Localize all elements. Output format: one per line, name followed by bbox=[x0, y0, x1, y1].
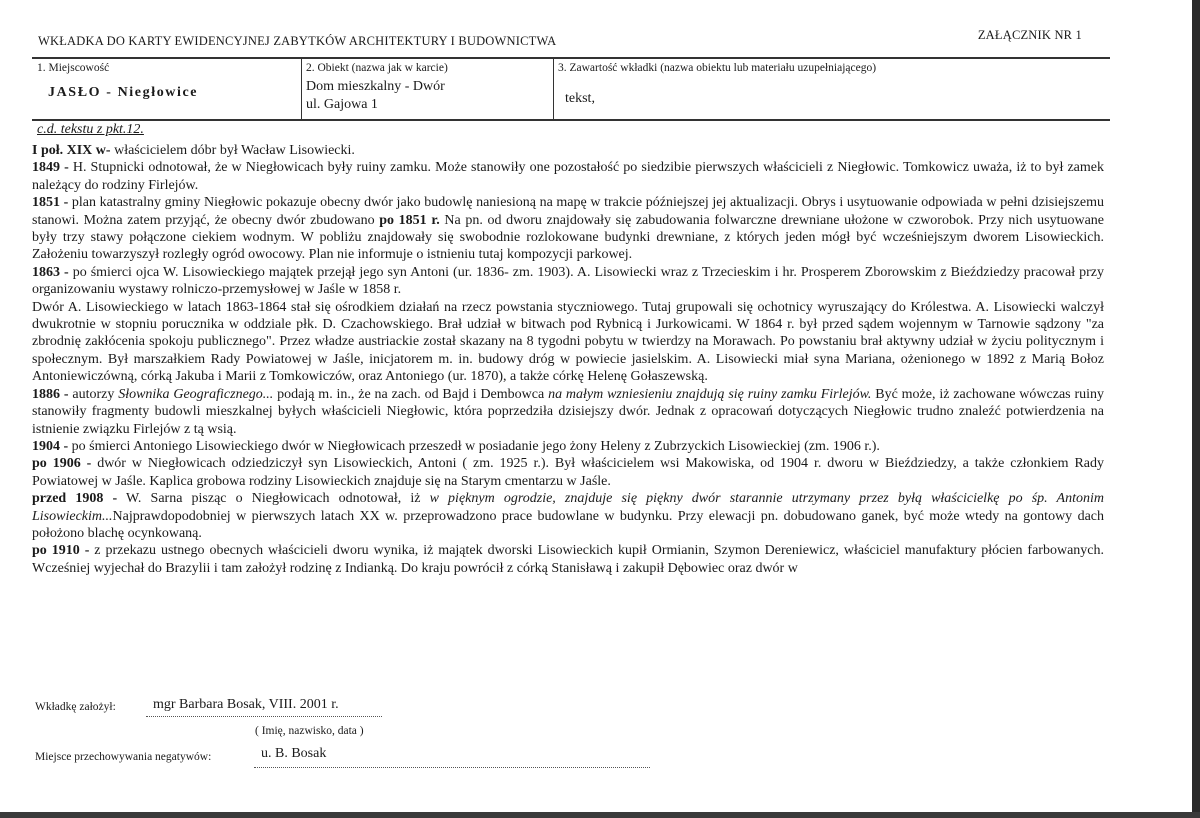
paragraph-date-lead: 1849 - bbox=[32, 160, 69, 176]
paragraph-text: podają m. in., że na zach. od Bajd i Dembowca bbox=[273, 386, 549, 402]
field-divider-1 bbox=[301, 58, 302, 120]
paragraph-text: Na pn. od dworu znajdowały się zabudowania folwarczne drewniane ułożone w czworobok. Przy nich usytuowane były trzy stawy połączone ciekiem wodnym. W pobliżu znajdowały się swobodnie rozlokowane budynki drewniane, z których jeden mógł być wcześniejszym dworem Lisowieckich. Założeniu towarzyszył rozległy ogród owocowy. Plan nie informuje o istnieniu tutaj kompozycji parkowej. bbox=[32, 212, 1104, 263]
paragraph-text: właścicielem dóbr był Wacław Lisowiecki. bbox=[110, 143, 355, 158]
negatives-value: u. B. Bosak bbox=[261, 746, 327, 761]
quoted-text: w pięknym ogrodzie, znajduje się piękny dwór starannie utrzymany przez byłą właścicielkę po śp. Antonim Lisowieckim... bbox=[32, 491, 1104, 524]
paragraph-text: po śmierci ojca W. Lisowieckiego majątek przejął jego syn Antoni (ur. 1836- zm. 1903). A. Lisowiecki wraz z Trzecieskim i hr. Prosperem Zborowskim z Bieździedzy pracował przy organizowaniu wystawy rolniczo-przemysłowej w Jaśle w 1858 r. bbox=[32, 264, 1104, 298]
paragraph bbox=[32, 455, 1104, 490]
form-title: WKŁADKA DO KARTY EWIDENCYJNEJ ZABYTKÓW ARCHITEKTURY I BUDOWNICTWA bbox=[38, 34, 557, 48]
paragraph-date-lead: 1904 - bbox=[32, 438, 69, 454]
header-rule-bottom bbox=[32, 119, 1110, 121]
object-label: 2. Obiekt (nazwa jak w karcie) bbox=[306, 62, 448, 74]
quoted-text: na małym wzniesieniu znajdują się ruiny zamku Firlejów. bbox=[548, 386, 872, 402]
attachment-number: ZAŁĄCZNIK NR 1 bbox=[977, 28, 1082, 42]
paragraph-date-lead: 1851 - bbox=[32, 195, 69, 211]
scan-edge-right bbox=[1192, 0, 1200, 818]
paragraph-date-lead: I poł. XIX w- bbox=[32, 143, 111, 158]
paragraph bbox=[32, 159, 1104, 194]
quoted-text: Słownika Geograficznego... bbox=[118, 386, 274, 402]
paragraph-date-lead: po 1906 - bbox=[32, 456, 92, 472]
continuation-note: c.d. tekstu z pkt.12. bbox=[37, 122, 144, 137]
paragraph-text: W. Sarna pisząc o Niegłowicach odnotował, iż bbox=[117, 491, 430, 507]
paragraph-text: Być może, iż zachowane wówczas ruiny stanowiły fragmenty budowli mieszkalnej byłych właścicieli Niegłowic, która poprzedziła dzisiejszy dwór. Jednak z opracowań dotyczących Niegłowic trudno znaleźć potwierdzenia na istnienie związku Firlejów z tą wsią. bbox=[32, 386, 1105, 437]
paragraph-text: z przekazu ustnego obecnych właścicieli dworu wynika, iż majątek dworski Lisowieckich kupił Ormianin, Szymon Dereniewicz, właściciel manufaktury płócien farbowanych. Wcześniej wyjechał do Brazylii i tam założył rodzinę z Indianką. Do kraju powrócił z córką Stanisławą i zakupił Dębowiec oraz dwór w bbox=[32, 543, 1105, 576]
paragraph bbox=[32, 438, 1104, 455]
paragraph-text: dwór w Niegłowicach odziedziczył syn Lisowieckich, Antoni ( zm. 1925 r.). Był właścicielem wsi Makowiska, od 1904 r. dworu w Bieździedzy, a także członkiem Rady Powiatowej w Jaśle. Kaplica grobowa rodziny Lisowieckich znajduje się na Starym cmentarzu w Jaśle. bbox=[32, 456, 1104, 489]
paragraph-text: Dwór A. Lisowieckiego w latach 1863-1864 stał się ośrodkiem działań na rzecz powstania styczniowego. Tutaj grupowali się ochotnicy wyruszający do Królestwa. A. Lisowiecki walczył dwukrotnie w stopniu porucznika w oddziale płk. D. Czachowskiego. Brał udział w bitwach pod Rybnicą i Jurkowicami. W 1864 r. był przed sądem wojennym w Tarnowie sądzony "za zbrodnię zakłócenia spokoju publicznego". Przez władze austriackie został skazany na 8 tygodni pobytu w twierdzy na Morawach. Po powstaniu brał aktywny udział w życiu politycznym i społecznym. Był marszałkiem Rady Powiatowej w Jaśle, inicjatorem m. in. budowy dróg w powiecie jasielskim. A. Lisowiecki miał syna Mariana, ożenionego w 1892 z Marią Bołoz Antoniewiczówną, córką Jakuba i Marii z Tomkowiczów, oraz Antoniego (ur. 1870), a także córkę Helenę Gołaszewską. bbox=[32, 299, 1104, 385]
paragraph-text: autorzy bbox=[68, 386, 119, 402]
paragraph-text: po śmierci Antoniego Lisowieckiego dwór w Niegłowicach przeszedł w posiadanie jego żony Heleny z Zubrzyckich Lisowieckiej (zm. 1906 r.). bbox=[68, 438, 880, 454]
scan-edge-bottom bbox=[0, 812, 1200, 818]
created-by-dotted-line bbox=[146, 716, 382, 717]
header-rule-top bbox=[32, 57, 1110, 59]
field-divider-2 bbox=[553, 58, 554, 120]
created-by-hint: ( Imię, nazwisko, data ) bbox=[255, 725, 364, 737]
paragraph-text: H. Stupnicki odnotował, że w Niegłowicach były ruiny zamku. Może stanowiły one pozostałość po siedzibie pierwszych właścicieli z Niegłowic. Tomkowicz uważa, iż to był zamek należący do rodziny Firlejów. bbox=[32, 160, 1105, 193]
paragraph-text: Najprawdopodobniej w pierwszych latach XX w. przeprowadzono prace budowlane w budynku. Przy elewacji pn. dobudowano ganek, być może wtedy na gontowy dach położono blachę ocynkowaną. bbox=[32, 508, 1104, 541]
paragraph-date-lead: 1886 - bbox=[32, 386, 69, 402]
paragraph bbox=[32, 264, 1104, 299]
content-label: 3. Zawartość wkładki (nazwa obiektu lub materiału uzupełniającego) bbox=[558, 62, 877, 74]
paragraph-date-lead: przed 1908 - bbox=[32, 491, 118, 507]
paragraph bbox=[32, 299, 1104, 386]
paragraph bbox=[32, 386, 1104, 438]
locality-label: 1. Miejscowość bbox=[37, 62, 110, 74]
negatives-dotted-line bbox=[254, 767, 650, 768]
object-value-line2: ul. Gajowa 1 bbox=[306, 97, 378, 112]
paragraph bbox=[32, 490, 1104, 542]
created-by-value: mgr Barbara Bosak, VIII. 2001 r. bbox=[153, 697, 339, 712]
negatives-label: Miejsce przechowywania negatywów: bbox=[35, 751, 212, 763]
history-text bbox=[32, 142, 1104, 577]
paragraph-text: plan katastralny gminy Niegłowic pokazuje obecny dwór jako budowlę naniesioną na mapę w trakcie późniejszej jej aktualizacji. Obrys i usytuowanie odpowiada w pełni dzisiejszemu stanowi. Można zatem przyjąć, że obecny dwór zbudowano bbox=[32, 195, 1104, 228]
paragraph bbox=[32, 542, 1104, 577]
object-value-line1: Dom mieszkalny - Dwór bbox=[306, 79, 445, 94]
paragraph bbox=[32, 194, 1104, 264]
paragraph-date-lead: po 1910 - bbox=[32, 543, 90, 559]
locality-value: JASŁO - Niegłowice bbox=[48, 85, 199, 100]
paragraph bbox=[32, 142, 1104, 159]
paragraph-date-lead: 1863 - bbox=[32, 264, 69, 280]
emphasized-text: po 1851 r. bbox=[379, 212, 440, 228]
created-by-label: Wkładkę założył: bbox=[35, 701, 116, 713]
content-value: tekst, bbox=[565, 91, 595, 106]
